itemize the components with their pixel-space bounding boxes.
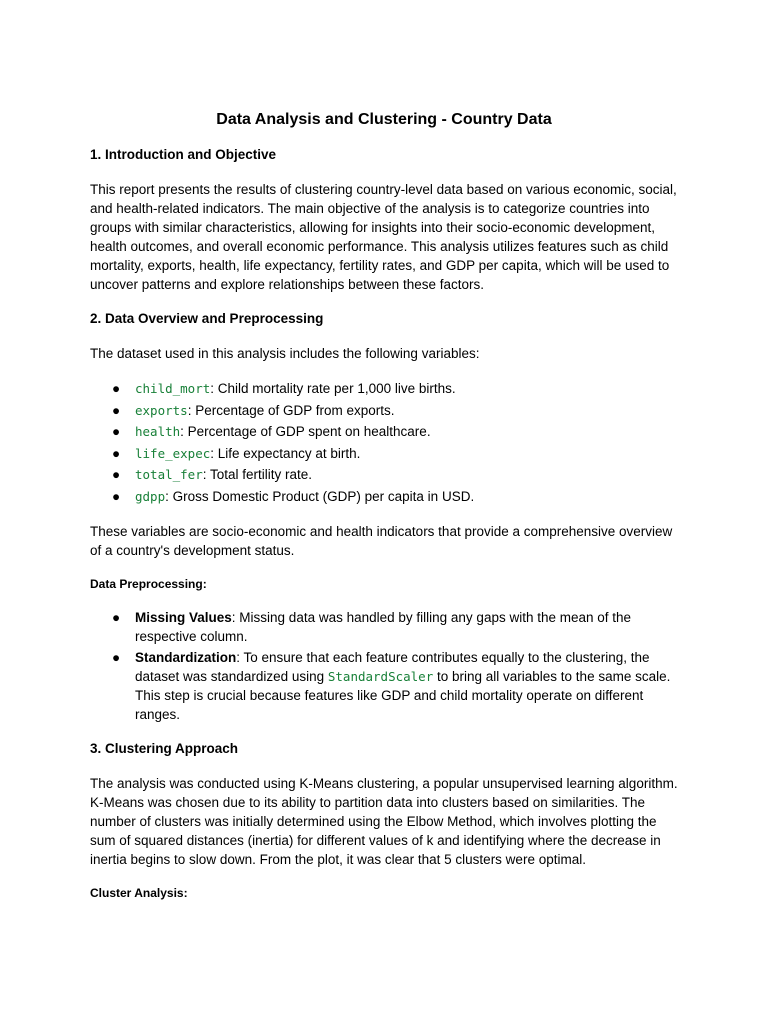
variable-description: : Child mortality rate per 1,000 live births. xyxy=(210,381,456,396)
bullet-icon: ● xyxy=(112,488,121,504)
variable-description: : Percentage of GDP from exports. xyxy=(187,402,395,418)
standard-scaler-code: StandardScaler xyxy=(327,669,434,684)
variable-description: : Total fertility rate. xyxy=(202,467,313,482)
bullet-icon: ● xyxy=(112,467,121,482)
dataset-intro-paragraph: The dataset used in this analysis includes the following variables: xyxy=(90,346,480,361)
variable-code: child_mort xyxy=(135,381,211,396)
variable-code: exports xyxy=(135,402,188,418)
variable-description: : Percentage of GDP spent on healthcare. xyxy=(180,424,431,439)
missing-values-label: Missing Values xyxy=(135,609,232,625)
bullet-icon: ● xyxy=(112,424,121,439)
preprocessing-subheading: Data Preprocessing: xyxy=(90,576,207,591)
list-item xyxy=(90,487,678,506)
list-item xyxy=(90,422,678,441)
bullet-icon: ● xyxy=(112,445,121,461)
list-item xyxy=(90,465,678,484)
standardization-label: Standardization xyxy=(135,650,237,665)
variable-description: : Gross Domestic Product (GDP) per capita in USD. xyxy=(165,488,475,504)
variable-code: total_fer xyxy=(135,467,203,482)
cluster-analysis-subheading: Cluster Analysis: xyxy=(90,886,188,900)
list-item xyxy=(90,379,678,398)
variable-code: gdpp xyxy=(135,488,166,504)
section-heading-data-overview: 2. Data Overview and Preprocessing xyxy=(90,311,324,326)
variable-code: life_expec xyxy=(135,445,211,461)
variables-summary-paragraph: These variables are socio-economic and health indicators that provide a comprehensive overview of a country's development status. xyxy=(90,523,673,558)
bullet-icon: ● xyxy=(112,650,121,665)
standardization-text-start: : To ensure that each feature contributes equally to the clustering, the dataset was standardized using xyxy=(135,650,650,684)
section-heading-introduction: 1. Introduction and Objective xyxy=(90,147,277,162)
section-heading-clustering: 3. Clustering Approach xyxy=(90,741,239,756)
list-item xyxy=(90,608,678,646)
document-title: Data Analysis and Clustering - Country Data xyxy=(216,111,552,128)
introduction-paragraph: This report presents the results of clustering country-level data based on various economic, social, and health-related indicators. The main objective of the analysis is to categorize countries into groups with similar characteristics, allowing for insights into their socio-economic development, health outcomes, and overall economic performance. This analysis utilizes features such as child mortality, exports, health, life expectancy, fertility rates, and GDP per capita, which will be used to uncover patterns and explore relationships between these factors. xyxy=(90,182,677,292)
list-item xyxy=(90,444,678,463)
list-item xyxy=(90,401,678,420)
standardization-text-end: to bring all variables to the same scale. This step is crucial because features like GDP and child mortality operate on different ranges. xyxy=(135,669,671,722)
bullet-icon: ● xyxy=(112,381,121,396)
preprocessing-list xyxy=(90,608,678,725)
missing-values-text: : Missing data was handled by filling any gaps with the mean of the respective column. xyxy=(135,609,632,644)
bullet-icon: ● xyxy=(112,402,121,418)
clustering-paragraph: The analysis was conducted using K-Means clustering, a popular unsupervised learning algorithm. K-Means was chosen due to its ability to partition data into clusters based on similarities. The number of clusters was initially determined using the Elbow Method, which involves plotting the sum of squared distances (inertia) for different values of k and identifying where the decrease in inertia begins to slow down. From the plot, it was clear that 5 clusters were optimal. xyxy=(90,776,678,867)
list-item xyxy=(90,648,678,724)
variable-code: health xyxy=(135,424,181,439)
variables-list xyxy=(90,379,678,506)
variable-description: : Life expectancy at birth. xyxy=(210,445,361,461)
bullet-icon: ● xyxy=(112,609,121,625)
